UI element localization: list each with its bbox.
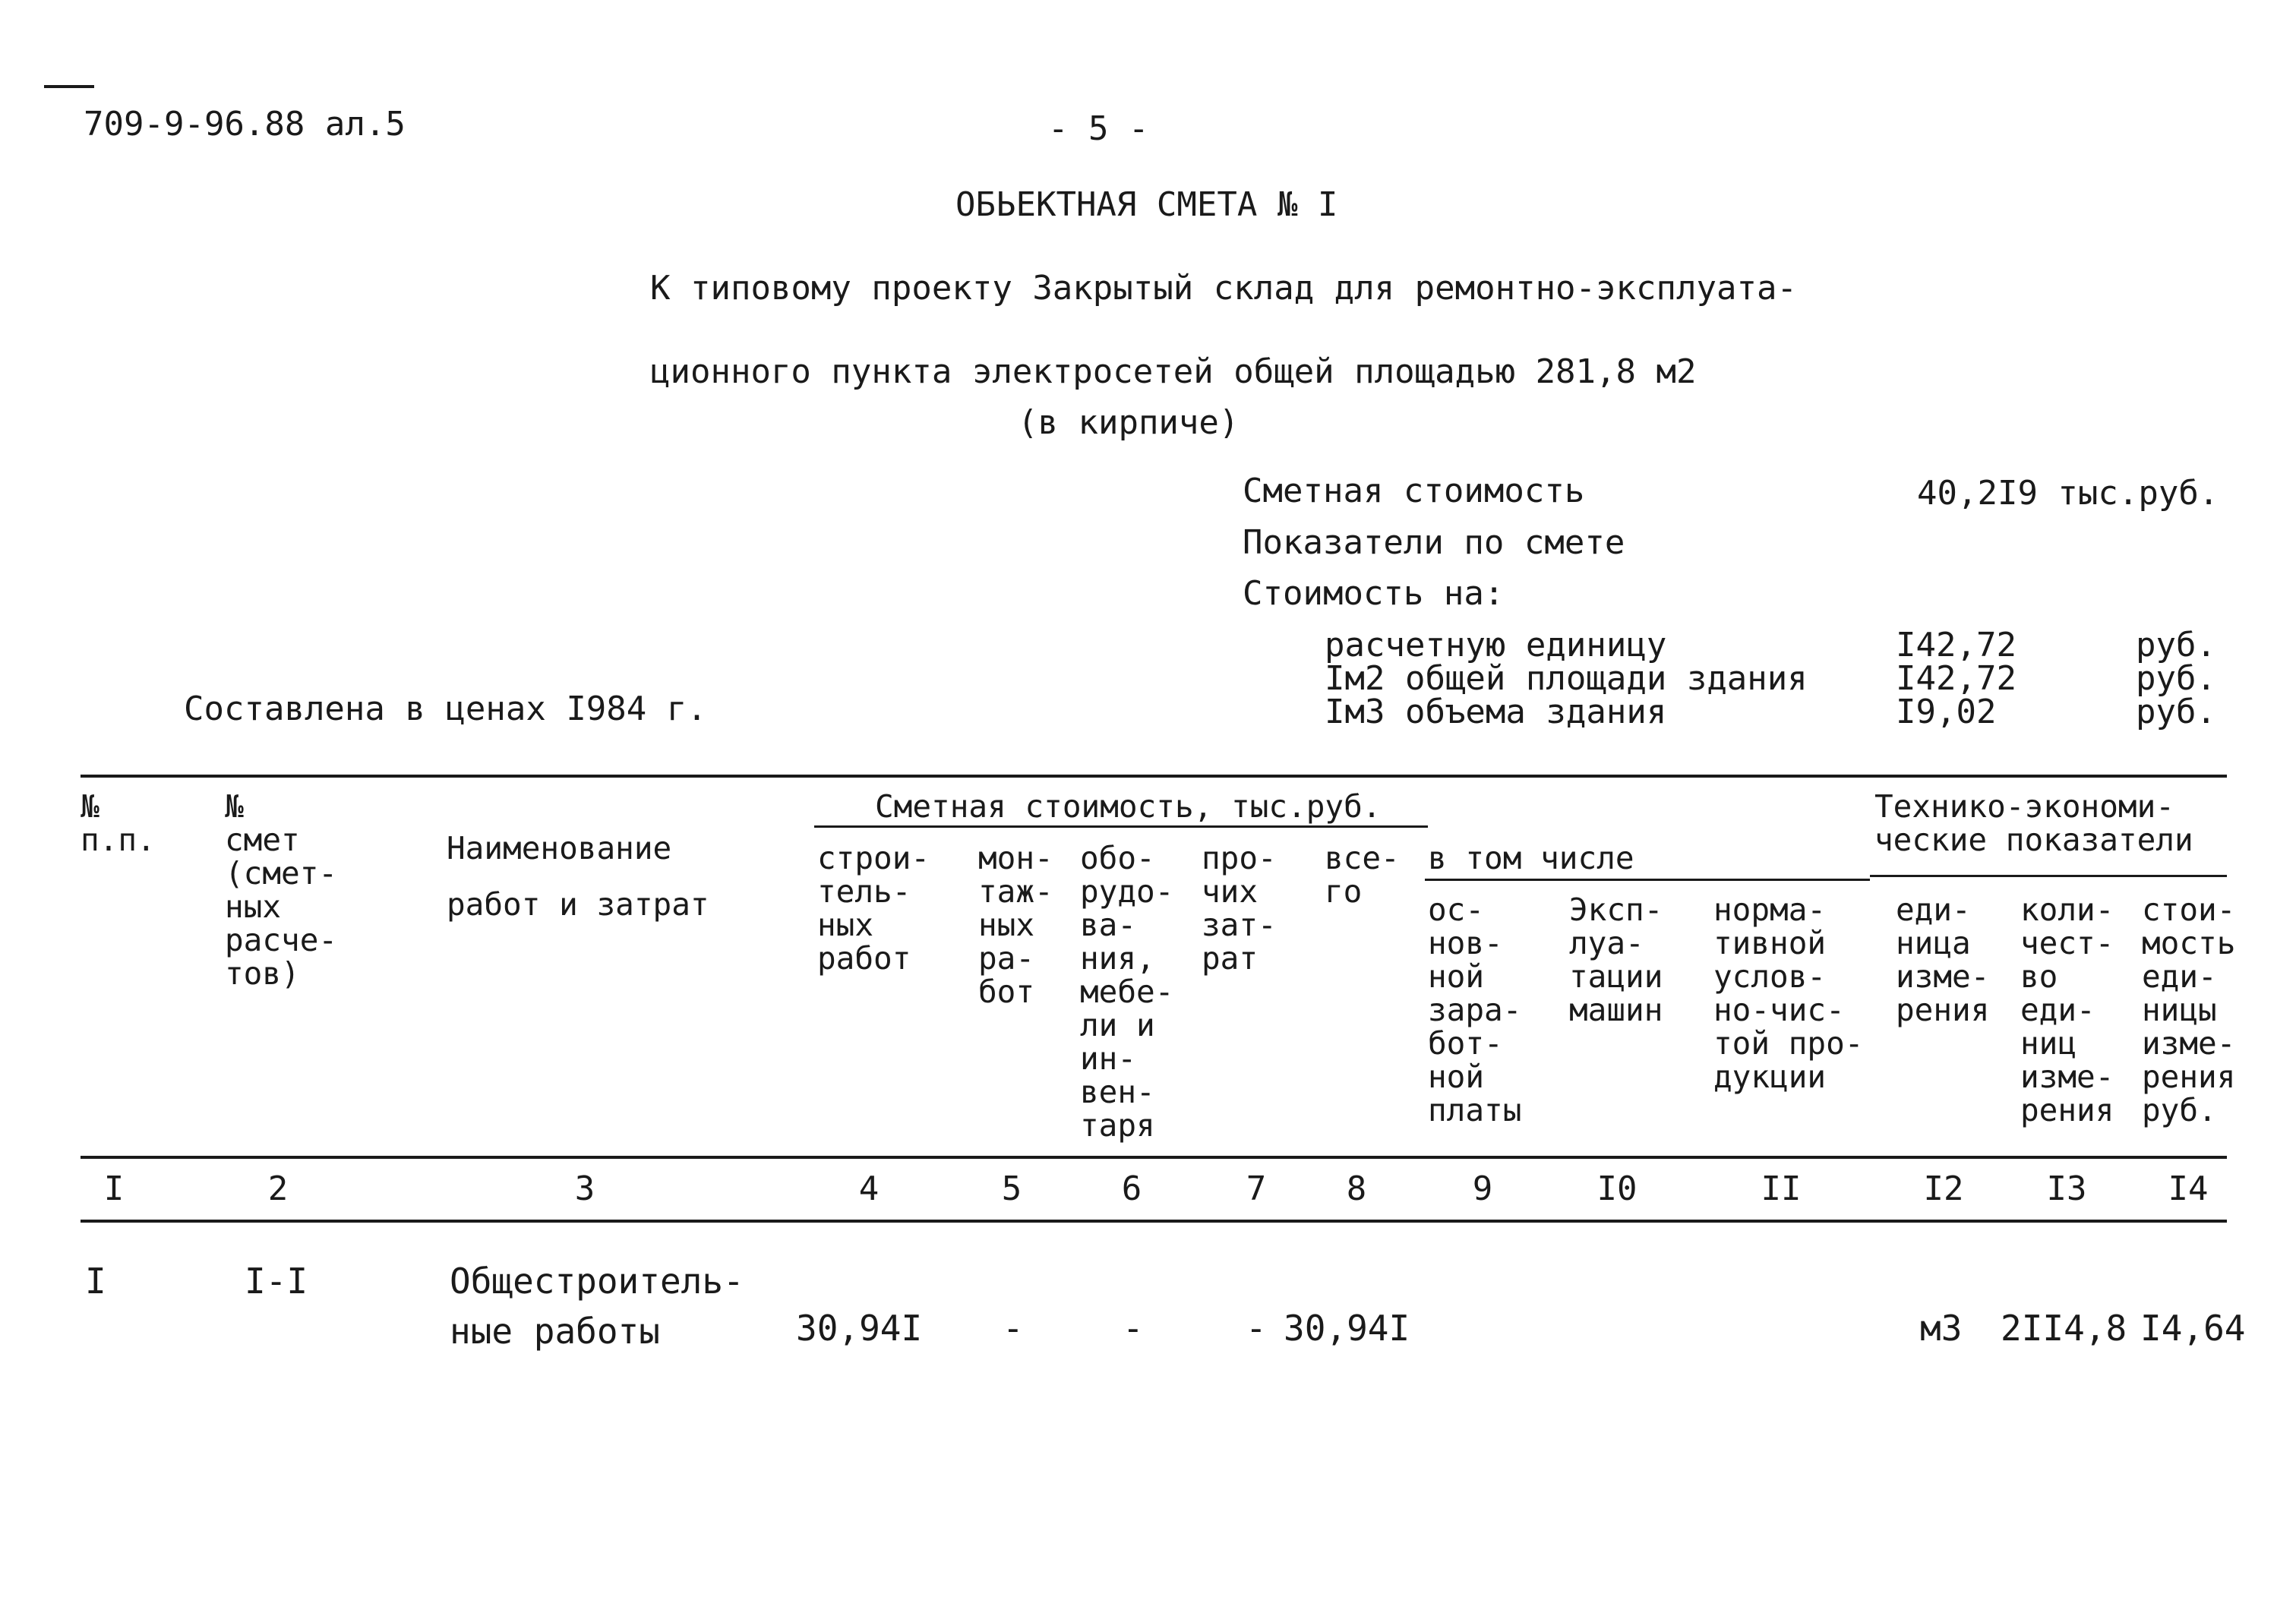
header-installation: мон- таж- ных ра- бот	[978, 840, 1053, 1010]
cost-per-label: Стоимость на:	[1243, 574, 1505, 613]
cost-item-label: расчетную единицу	[1325, 626, 1667, 664]
header-wages: ос- нов- ной зара- бот- ной платы	[1428, 892, 1522, 1128]
column-number: II	[1761, 1169, 1802, 1208]
row-estimate: I-I	[245, 1261, 308, 1302]
tech-group-underline	[1870, 875, 2227, 877]
cost-item-value: I42,72	[1896, 659, 2017, 698]
header-other: про- чих зат- рат	[1202, 840, 1277, 977]
row-installation: -	[1003, 1308, 1024, 1349]
column-number: I	[103, 1169, 125, 1208]
row-unit: м3	[1920, 1308, 1963, 1349]
column-number: I3	[2046, 1169, 2087, 1208]
document-title: ОБЬЕКТНАЯ СМЕТА № I	[955, 185, 1338, 224]
header-bottom-rule	[81, 1156, 2227, 1159]
column-number: 7	[1246, 1169, 1267, 1208]
row-equipment: -	[1123, 1308, 1144, 1349]
header-incl-group: в том числе	[1428, 840, 1634, 876]
subtitle-line-1: К типовому проекту Закрытый склад для ремонтно-эксплуата-	[650, 269, 1797, 308]
header-unit-cost: стои- мость еди- ницы изме- рения руб.	[2142, 892, 2236, 1128]
column-number: 5	[1001, 1169, 1022, 1208]
cost-item-value: I42,72	[1896, 626, 2017, 664]
table-top-rule	[81, 775, 2227, 778]
page-number: - 5 -	[1048, 109, 1149, 148]
cost-item-unit: руб.	[2136, 693, 2216, 731]
header-machines: Эксп- луа- тации машин	[1569, 892, 1663, 1028]
header-tech-group: Технико-экономи- ческие показатели	[1874, 788, 2193, 858]
cost-item-value: I9,02	[1896, 693, 1997, 731]
header-cost-group: Сметная стоимость, тыс.руб.	[875, 788, 1382, 825]
column-number: I2	[1923, 1169, 1964, 1208]
document-code: 709-9-96.88 ал.5	[84, 105, 406, 144]
cost-item-label: Iм2 общей площади здания	[1325, 659, 1808, 698]
row-name-line-1: Общестроитель-	[450, 1261, 744, 1302]
header-estimate-number: № смет (смет- ных расче- тов)	[225, 788, 338, 992]
cost-item-unit: руб.	[2136, 626, 2216, 664]
estimated-cost-label: Сметная стоимость	[1243, 472, 1585, 510]
header-construction: строи- тель- ных работ	[817, 840, 930, 977]
prices-note: Составлена в ценах I984 г.	[184, 690, 707, 728]
row-quantity: 2II4,8	[2001, 1308, 2127, 1349]
row-total: 30,94I	[1284, 1308, 1410, 1349]
subtitle-line-3: (в кирпиче)	[1018, 403, 1240, 442]
column-numbers-bottom-rule	[81, 1220, 2227, 1223]
indicators-label: Показатели по смете	[1243, 523, 1625, 562]
row-number: I	[85, 1261, 106, 1302]
header-total: все- го	[1325, 840, 1400, 910]
header-quantity: коли- чест- во еди- ниц изме- рения	[2020, 892, 2114, 1128]
cost-group-underline	[814, 825, 1428, 828]
header-work-name: Наименование работ и затрат	[447, 830, 709, 923]
row-construction: 30,94I	[796, 1308, 923, 1349]
column-number: 9	[1472, 1169, 1493, 1208]
header-unit: еди- ница изме- рения	[1896, 892, 1990, 1028]
column-number: 6	[1121, 1169, 1142, 1208]
column-number: I0	[1596, 1169, 1638, 1208]
column-number: 8	[1346, 1169, 1367, 1208]
column-number: I4	[2168, 1169, 2209, 1208]
header-row-number: № п.п.	[81, 788, 156, 858]
row-name-line-2: ные работы	[450, 1311, 660, 1352]
subtitle-line-2: ционного пункта электросетей общей площадью 281,8 м2	[650, 352, 1697, 391]
cost-item-unit: руб.	[2136, 659, 2216, 698]
column-number: 3	[574, 1169, 595, 1208]
corner-mark	[44, 85, 94, 88]
column-number: 2	[267, 1169, 289, 1208]
estimated-cost-value: 40,2I9 тыс.руб.	[1917, 474, 2219, 513]
cost-item-label: Iм3 объема здания	[1325, 693, 1667, 731]
row-unit-cost: I4,64	[2140, 1308, 2246, 1349]
header-equipment: обо- рудо- ва- ния, мебе- ли и ин- вен- таря	[1080, 840, 1174, 1144]
header-net-output: норма- тивной услов- но-чис- той про- дукции	[1713, 892, 1864, 1095]
incl-group-underline	[1425, 879, 1870, 881]
column-number: 4	[858, 1169, 880, 1208]
row-other: -	[1246, 1308, 1267, 1349]
